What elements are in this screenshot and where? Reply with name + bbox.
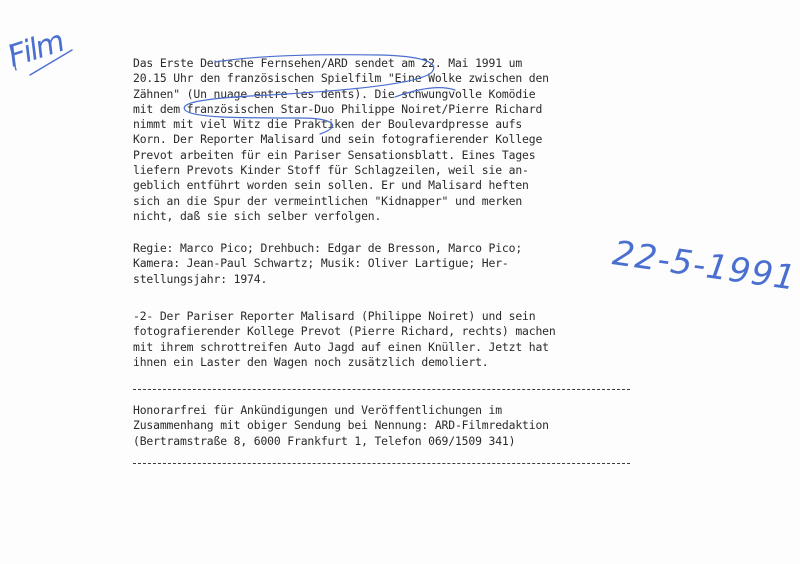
handwritten-date-note: 22-5-1991 — [610, 233, 799, 299]
photo-caption-paragraph — [133, 309, 653, 370]
text-line: fotografierender Kollege Prevot (Pierre Richard, rechts) machen — [133, 324, 556, 339]
text-line: nicht, daß sie sich selber verfolgen. — [133, 208, 382, 223]
text-line: mit dem französischen Star-Duo Philippe Noiret/Pierre Richard — [133, 101, 543, 116]
text-line: Regie: Marco Pico; Drehbuch: Edgar de Bresson, Marco Pico; — [133, 241, 523, 255]
text-line: sich an die Spur der vermeintlichen "Kidnapper" und merken — [133, 193, 523, 208]
text-line: nimmt mit viel Witz die Praktiken der Boulevardpresse aufs — [133, 117, 523, 132]
text-line: Zähnen" (Un nuage entre les dents). Die schwungvolle Komödie — [133, 86, 536, 101]
text-line: (Bertramstraße 8, 6000 Frankfurt 1, Telefon 069/1509 341) — [133, 433, 516, 448]
copyright-notice-paragraph — [133, 403, 653, 449]
text-line: Honorarfrei für Ankündigungen und Veröffentlichungen im — [133, 403, 502, 417]
text-line: geblich entführt worden sein sollen. Er und Malisard heften — [133, 178, 529, 193]
synopsis-paragraph — [133, 56, 653, 224]
text-line: Zusammenhang mit obiger Sendung bei Nennung: ARD-Filmredaktion — [133, 418, 549, 433]
dashed-divider — [133, 463, 630, 464]
text-line: Korn. Der Reporter Malisard und sein fotografierender Kollege — [133, 132, 543, 147]
text-line: 20.15 Uhr den französischen Spielfilm "Eine Wolke zwischen den — [133, 71, 549, 86]
text-line: -2- Der Pariser Reporter Malisard (Philippe Noiret) und sein — [133, 309, 536, 323]
text-line: liefern Prevots Kinder Stoff für Schlagzeilen, weil sie an- — [133, 163, 529, 178]
text-line: Das Erste Deutsche Fernsehen/ARD sendet am 22. Mai 1991 um — [133, 56, 523, 70]
text-line: Kamera: Jean-Paul Schwartz; Musik: Oliver Lartigue; Her- — [133, 256, 509, 271]
text-line: stellungsjahr: 1974. — [133, 271, 268, 286]
credits-paragraph — [133, 241, 653, 287]
text-line: Prevot arbeiten für ein Pariser Sensationsblatt. Eines Tages — [133, 147, 536, 162]
text-line: mit ihrem schrottreifen Auto Jagd auf einen Knüller. Jetzt hat — [133, 339, 549, 354]
dashed-divider — [133, 389, 630, 390]
text-line: ihnen ein Laster den Wagen noch zusätzlich demoliert. — [133, 354, 489, 369]
handwritten-margin-note: Film — [3, 24, 68, 75]
